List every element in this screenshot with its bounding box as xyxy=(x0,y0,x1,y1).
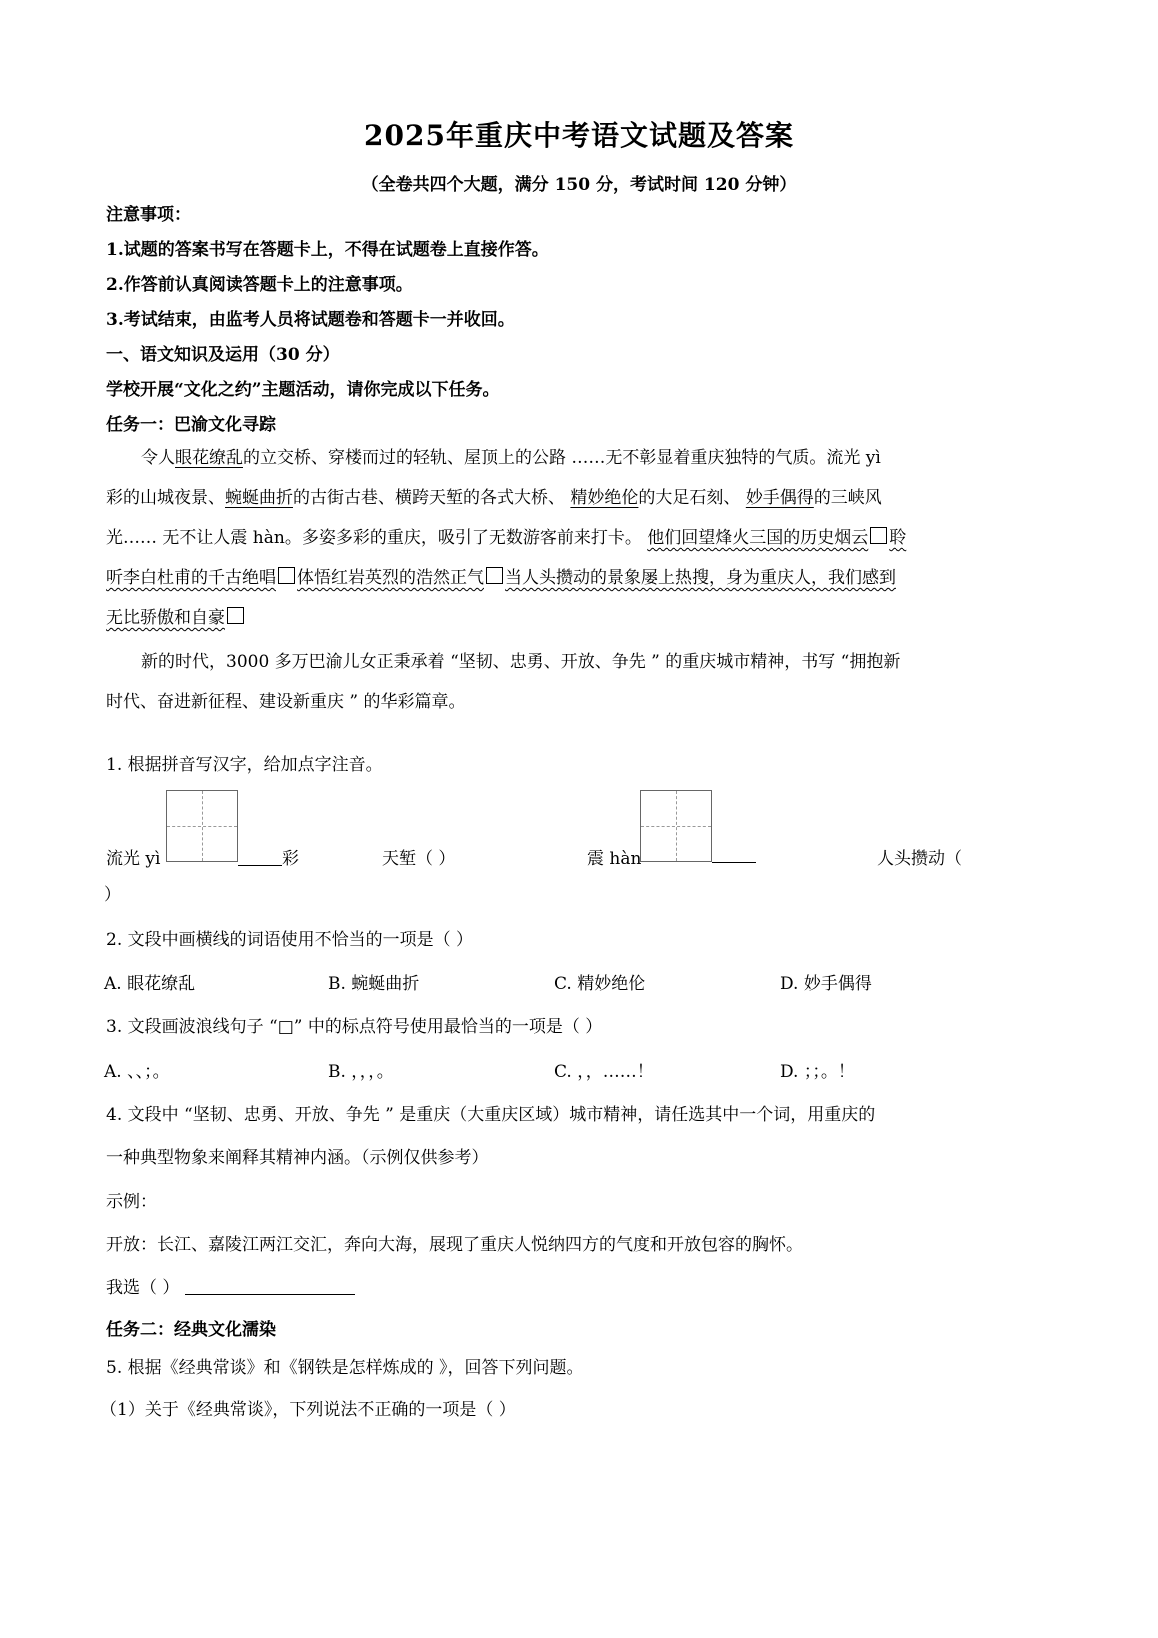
q3-option-c: C. ，，……！ xyxy=(554,1062,654,1082)
q4-answer xyxy=(106,1273,355,1298)
section-heading: 一、语文知识及运用（30 分） xyxy=(106,345,340,365)
note-item-1: 1.试题的答案书写在答题卡上，不得在试题卷上直接作答。 xyxy=(106,240,549,260)
tian-grid-box-2[interactable] xyxy=(640,790,712,862)
answer-blank[interactable] xyxy=(712,844,756,863)
q1-item-3-tail xyxy=(712,844,756,866)
question-4-line-2: 一种典型物象来阐释其精神内涵。（示例仅供参考） xyxy=(106,1148,489,1168)
passage-line xyxy=(106,478,1056,518)
blank-box xyxy=(486,567,503,584)
q2-option-c: C. 精妙绝伦 xyxy=(554,974,646,994)
q3-option-d: D. ；；。！ xyxy=(780,1062,855,1082)
answer-blank[interactable] xyxy=(185,1276,355,1295)
passage-line xyxy=(106,438,1056,478)
q1-item-3: 震 hàn xyxy=(587,849,642,869)
question-3-stem: 3. 文段画波浪线句子 “□” 中的标点符号使用最恰当的一项是（ ） xyxy=(106,1017,603,1037)
q4-choice-prompt: 我选（ ） xyxy=(106,1278,180,1298)
task2-heading: 任务二：经典文化濡染 xyxy=(106,1320,276,1340)
q1-item-1-tail xyxy=(238,844,299,869)
page-title: 2025年重庆中考语文试题及答案 xyxy=(364,119,794,152)
q3-option-b: B. ，，，。 xyxy=(328,1062,394,1082)
wavy-sentence: 无比骄傲和自豪 xyxy=(106,608,225,628)
passage-line: 时代、奋进新征程、建设新重庆 ” 的华彩篇章。 xyxy=(106,692,466,712)
passage-text: 光…… 无不让人震 hàn。多姿多彩的重庆，吸引了无数游客前来打卡。 xyxy=(106,528,648,548)
wavy-sentence: 当人头攒动的景象屡上热搜，身为重庆人，我们感到 xyxy=(505,568,896,588)
q1-item-4: 人头攒动（ xyxy=(877,849,962,869)
passage-line xyxy=(106,558,1056,598)
question-4-line-1: 4. 文段中 “坚韧、忠勇、开放、争先 ” 是重庆（大重庆区域）城市精神，请任选其中一个词，用重庆的 xyxy=(106,1105,876,1125)
q2-option-b: B. 蜿蜒曲折 xyxy=(328,974,420,994)
passage-line xyxy=(106,518,1056,558)
q1-item-4-close: ） xyxy=(104,885,121,905)
question-5-stem: 5. 根据《经典常谈》和《钢铁是怎样炼成的 》，回答下列问题。 xyxy=(106,1358,584,1378)
q2-option-d: D. 妙手偶得 xyxy=(780,974,872,994)
section-intro: 学校开展“文化之约”主题活动，请你完成以下任务。 xyxy=(106,380,500,400)
passage-text: 令人 xyxy=(141,448,175,468)
exam-subtitle: （全卷共四个大题，满分 150 分，考试时间 120 分钟） xyxy=(361,175,797,195)
passage-line xyxy=(106,598,1056,638)
blank-box xyxy=(870,527,887,544)
note-item-2: 2.作答前认真阅读答题卡上的注意事项。 xyxy=(106,275,413,295)
blank-box xyxy=(227,607,244,624)
underlined-word: 妙手偶得 xyxy=(745,488,814,508)
q1-item-1-suffix: 彩 xyxy=(282,849,299,869)
passage-text: 的三峡风 xyxy=(813,488,882,508)
example-text: 开放：长江、嘉陵江两江交汇，奔向大海，展现了重庆人悦纳四方的气度和开放包容的胸怀。 xyxy=(106,1235,803,1255)
q1-item-1 xyxy=(106,844,160,869)
task1-heading: 任务一：巴渝文化寻踪 xyxy=(106,415,276,435)
wavy-sentence: 他们回望烽火三国的历史烟云 xyxy=(647,528,869,548)
passage xyxy=(106,438,1056,722)
q1-item-1-prefix: 流光 yì xyxy=(106,849,161,869)
underlined-word: 眼花缭乱 xyxy=(175,448,243,468)
passage-text: 的大足石刻、 xyxy=(638,488,746,508)
q3-option-a: A. 、、；。 xyxy=(104,1062,170,1082)
note-item-3: 3.考试结束，由监考人员将试题卷和答题卡一并收回。 xyxy=(106,310,515,330)
passage-text: 的立交桥、穿楼而过的轻轨、屋顶上的公路 ……无不彰显着重庆独特的气质。流光 yì xyxy=(243,448,881,468)
passage-text: 的古街古巷、横跨天堑的各式大桥、 xyxy=(293,488,571,508)
question-1-stem: 1. 根据拼音写汉字，给加点字注音。 xyxy=(106,755,383,775)
wavy-sentence: 聆 xyxy=(889,528,907,548)
passage-text: 彩的山城夜景、 xyxy=(106,488,225,508)
underlined-word: 蜿蜒曲折 xyxy=(225,488,293,508)
underlined-word: 精妙绝伦 xyxy=(570,488,639,508)
q1-item-2: 天堑（ ） xyxy=(382,849,456,869)
example-label: 示例： xyxy=(106,1192,157,1212)
notes-heading: 注意事项： xyxy=(106,205,191,225)
answer-blank[interactable] xyxy=(238,847,282,866)
wavy-sentence: 体悟红岩英烈的浩然正气 xyxy=(297,568,484,588)
question-5-1-stem: （1）关于《经典常谈》，下列说法不正确的一项是（ ） xyxy=(100,1400,516,1420)
question-2-stem: 2. 文段中画横线的词语使用不恰当的一项是（ ） xyxy=(106,930,474,950)
passage-line: 新的时代，3000 多万巴渝儿女正秉承着 “坚韧、忠勇、开放、争先 ” 的重庆城市精神，书写 “拥抱新 xyxy=(141,652,901,672)
tian-grid-box-1[interactable] xyxy=(166,790,238,862)
wavy-sentence: 听李白杜甫的千古绝唱 xyxy=(106,568,276,588)
q2-option-a: A. 眼花缭乱 xyxy=(104,974,196,994)
blank-box xyxy=(278,567,295,584)
